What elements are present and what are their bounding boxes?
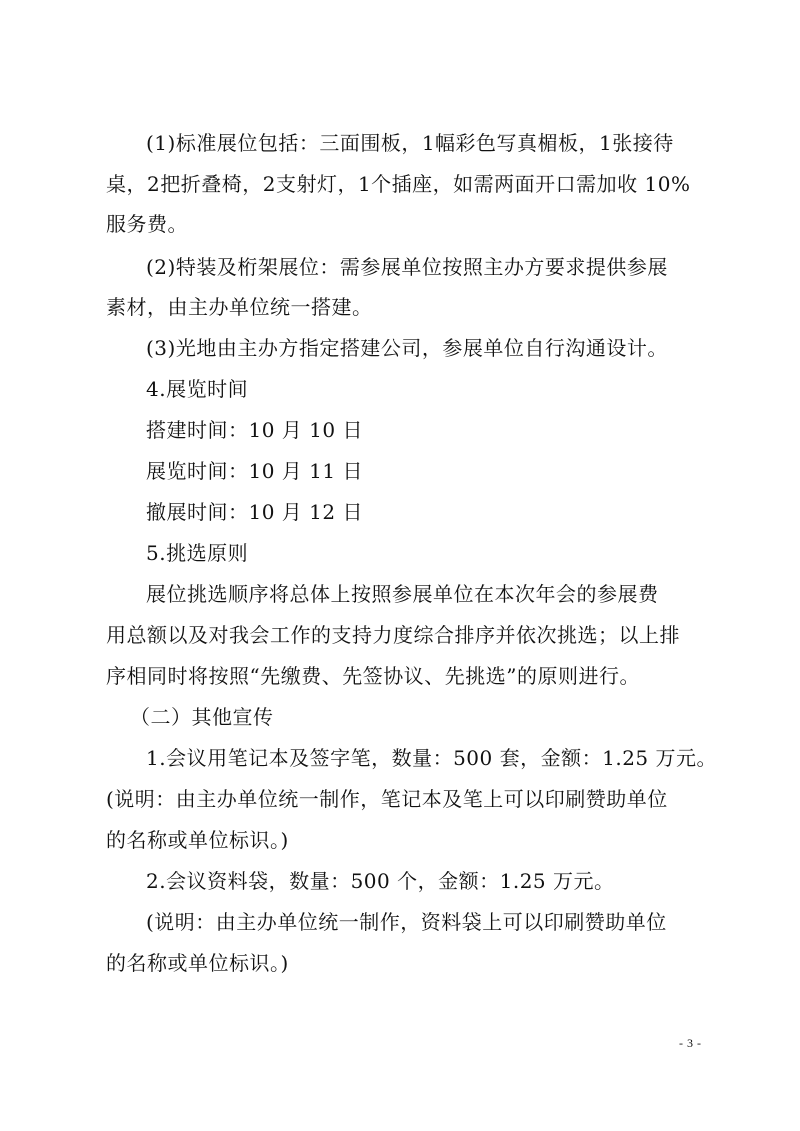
text-line: 素材，由主办单位统一搭建。	[106, 295, 373, 319]
text-line: 序相同时将按照“先缴费、先签协议、先挑选”的原则进行。	[106, 664, 640, 688]
text-line: 撤展时间：10 月 12 日	[146, 500, 363, 524]
section-heading: （二）其他宣传	[130, 705, 274, 729]
text-line: 2.会议资料袋，数量：500 个，金额：1.25 万元。	[146, 869, 615, 893]
page-number: - 3 -	[679, 1036, 702, 1050]
text-line: 的名称或单位标识。)	[106, 828, 289, 852]
text-line: (1)标准展位包括：三面围板，1幅彩色写真楣板，1张接待	[146, 131, 674, 155]
text-line: (2)特装及桁架展位：需参展单位按照主办方要求提供参展	[146, 255, 668, 279]
text-line: (3)光地由主办方指定搭建公司，参展单位自行沟通设计。	[146, 336, 668, 360]
text-line: 的名称或单位标识。)	[106, 951, 289, 975]
section-heading: 5.挑选原则	[146, 541, 249, 565]
text-line: 搭建时间：10 月 10 日	[146, 418, 363, 442]
text-line: 服务费。	[106, 212, 188, 236]
text-line: (说明：由主办单位统一制作，笔记本及笔上可以印刷赞助单位	[106, 787, 668, 811]
text-line: 用总额以及对我会工作的支持力度综合排序并依次挑选；以上排	[106, 623, 680, 647]
text-line: 1.会议用笔记本及签字笔，数量：500 套，金额：1.25 万元。	[146, 746, 718, 770]
text-line: 展览时间：10 月 11 日	[146, 459, 363, 483]
text-line: (说明：由主办单位统一制作，资料袋上可以印刷赞助单位	[146, 910, 667, 934]
text-line: 展位挑选顺序将总体上按照参展单位在本次年会的参展费	[146, 582, 659, 606]
text-line: 桌，2把折叠椅，2支射灯，1个插座，如需两面开口需加收 10%	[106, 172, 691, 196]
section-heading: 4.展览时间	[146, 377, 249, 401]
